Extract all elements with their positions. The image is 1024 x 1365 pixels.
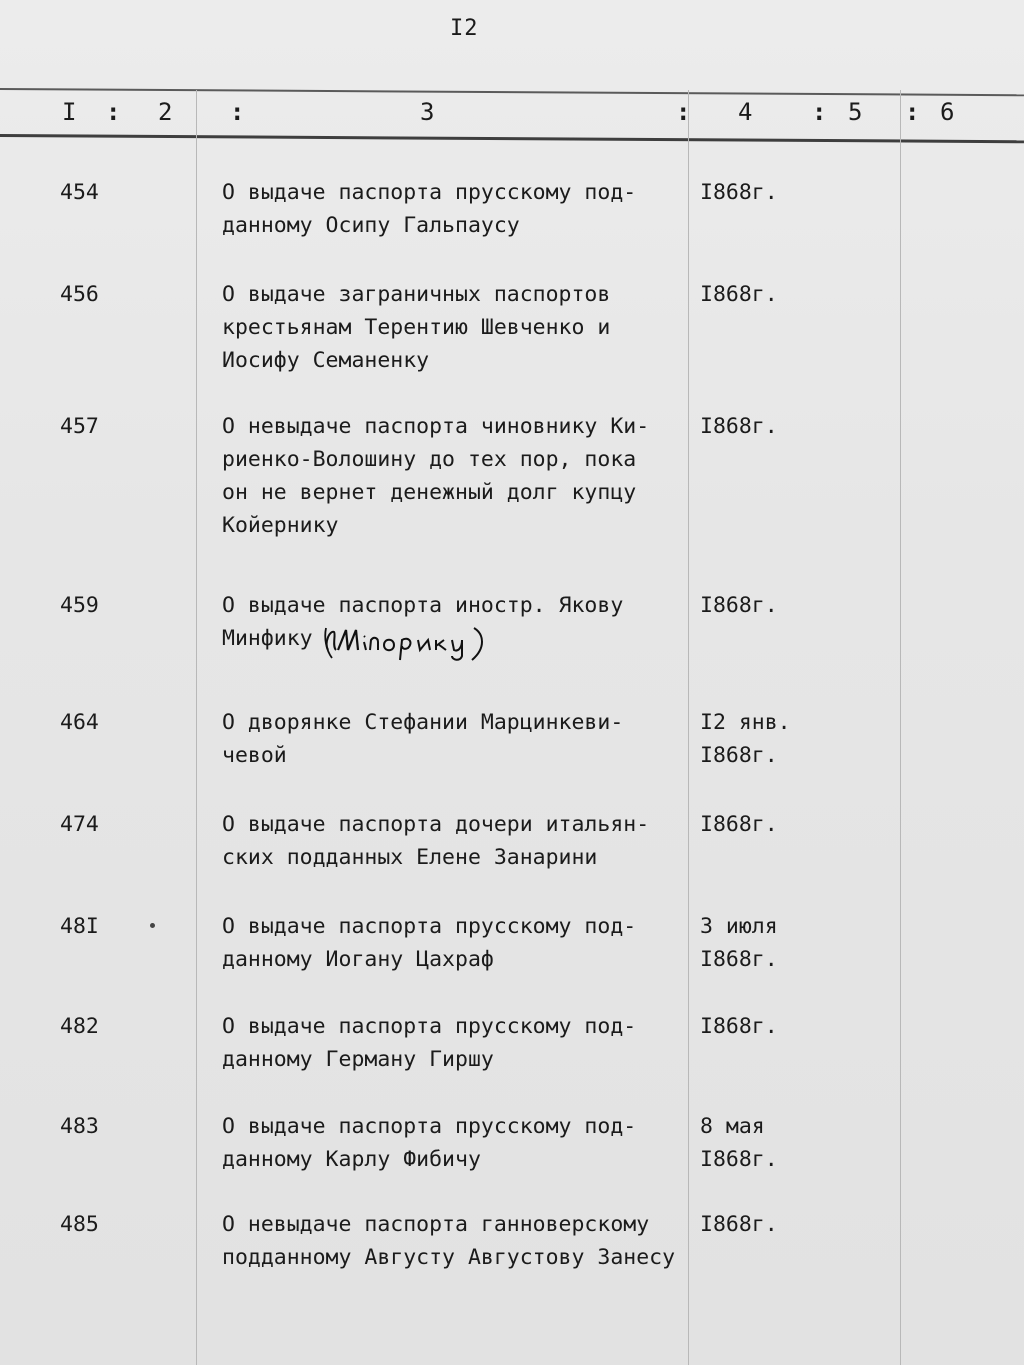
date-line: I868г. bbox=[700, 282, 778, 307]
date-line: I868г. bbox=[700, 180, 778, 205]
description-line: риенко-Волошину до тех пор, пока bbox=[222, 447, 637, 472]
date-line: I868г. bbox=[700, 947, 778, 972]
description-line: О выдаче паспорта иностр. Якову bbox=[222, 593, 624, 618]
entry-description bbox=[222, 1010, 692, 1076]
description-line: Иосифу Семаненку bbox=[222, 348, 430, 373]
entry-number: 459 bbox=[60, 593, 99, 618]
column-divider bbox=[900, 90, 901, 1365]
column-separator: : bbox=[106, 98, 121, 126]
description-line: О выдаче паспорта прусскому под- bbox=[222, 914, 637, 939]
entry-description bbox=[222, 1208, 692, 1274]
description-line: Койернику bbox=[222, 513, 339, 538]
entry-number: 485 bbox=[60, 1212, 99, 1237]
date-line: 8 мая bbox=[700, 1114, 765, 1139]
description-line: он не вернет денежный долг купцу bbox=[222, 480, 637, 505]
description-line: О невыдаче паспорта чиновнику Ки- bbox=[222, 414, 650, 439]
date-line: I868г. bbox=[700, 414, 778, 439]
entry-number: 457 bbox=[60, 414, 99, 439]
entry-number: 464 bbox=[60, 710, 99, 735]
entry-date bbox=[700, 1010, 778, 1043]
column-header-row bbox=[0, 98, 1024, 134]
entry-description bbox=[222, 706, 692, 772]
entry-number: 474 bbox=[60, 812, 99, 837]
date-line: I868г. bbox=[700, 1147, 778, 1172]
handwritten-correction bbox=[324, 620, 534, 662]
column-header-3: 3 bbox=[420, 98, 435, 126]
column-separator: : bbox=[905, 98, 920, 126]
column-divider bbox=[196, 90, 197, 1365]
column-header-4: 4 bbox=[738, 98, 753, 126]
page-number: I2 bbox=[450, 16, 479, 41]
description-line: ских подданных Елене Занарини bbox=[222, 845, 598, 870]
column-separator: : bbox=[676, 98, 691, 126]
description-line: данному Осипу Гальпаусу bbox=[222, 213, 520, 238]
entry-date bbox=[700, 278, 778, 311]
date-line: I868г. bbox=[700, 812, 778, 837]
entry-description bbox=[222, 410, 692, 542]
entry-description bbox=[222, 176, 692, 242]
ink-dot bbox=[150, 923, 155, 928]
date-line: 3 июля bbox=[700, 914, 778, 939]
entry-description bbox=[222, 1110, 692, 1176]
column-header-5: 5 bbox=[848, 98, 863, 126]
entry-description bbox=[222, 808, 692, 874]
date-line: I868г. bbox=[700, 1212, 778, 1237]
date-line: I868г. bbox=[700, 593, 778, 618]
description-line: О дворянке Стефании Марцинкеви- bbox=[222, 710, 624, 735]
entry-number: 482 bbox=[60, 1014, 99, 1039]
header-bottom-rule bbox=[0, 134, 1024, 143]
entry-number: 456 bbox=[60, 282, 99, 307]
entry-date bbox=[700, 1110, 778, 1176]
column-header-1: I bbox=[62, 98, 77, 126]
description-line: данному Карлу Фибичу bbox=[222, 1147, 481, 1172]
entry-number: 454 bbox=[60, 180, 99, 205]
entry-description bbox=[222, 910, 692, 976]
column-header-6: 6 bbox=[940, 98, 955, 126]
entry-description bbox=[222, 278, 692, 377]
date-line: I868г. bbox=[700, 1014, 778, 1039]
entry-date bbox=[700, 808, 778, 841]
description-line: О выдаче паспорта прусскому под- bbox=[222, 1114, 637, 1139]
entry-number: 48I bbox=[60, 914, 99, 939]
column-separator: : bbox=[230, 98, 245, 126]
date-line: I2 янв. bbox=[700, 710, 791, 735]
entry-date bbox=[700, 176, 778, 209]
column-separator: : bbox=[812, 98, 827, 126]
description-line: О выдаче паспорта прусскому под- bbox=[222, 1014, 637, 1039]
description-line: О невыдаче паспорта ганноверскому bbox=[222, 1212, 650, 1237]
header-top-rule bbox=[0, 88, 1024, 96]
description-line: крестьянам Терентию Шевченко и bbox=[222, 315, 611, 340]
column-header-2: 2 bbox=[158, 98, 173, 126]
description-line: О выдаче паспорта прусскому под- bbox=[222, 180, 637, 205]
description-line: подданному Августу Августову Занесу bbox=[222, 1245, 676, 1270]
entry-date bbox=[700, 910, 778, 976]
entry-date bbox=[700, 410, 778, 443]
entry-date bbox=[700, 1208, 778, 1241]
entry-date bbox=[700, 706, 791, 772]
entry-number: 483 bbox=[60, 1114, 99, 1139]
description-line: данному Герману Гиршу bbox=[222, 1047, 494, 1072]
description-line: О выдаче заграничных паспортов bbox=[222, 282, 611, 307]
description-line: данному Иогану Цахраф bbox=[222, 947, 494, 972]
description-line: О выдаче паспорта дочери итальян- bbox=[222, 812, 650, 837]
description-line: Минфику bbox=[222, 626, 313, 651]
description-line: чевой bbox=[222, 743, 287, 768]
entry-date bbox=[700, 589, 778, 622]
date-line: I868г. bbox=[700, 743, 778, 768]
